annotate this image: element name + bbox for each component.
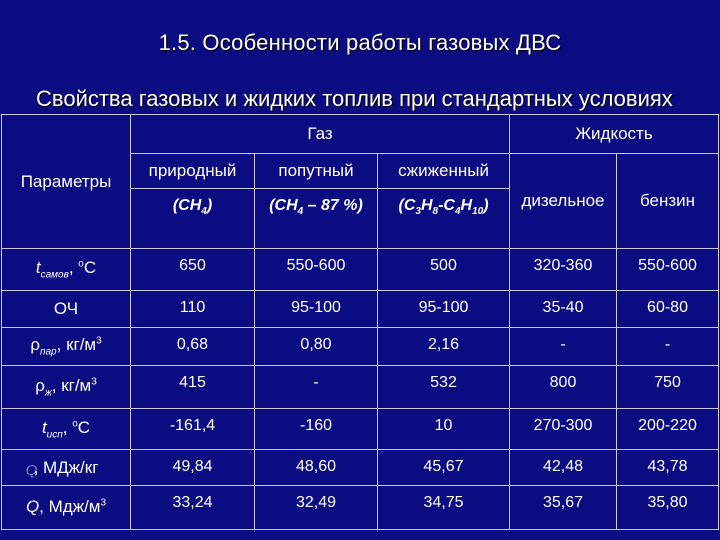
row-label-liquid-density: $\rho_ж$, $кг/м^3$ — [2, 366, 131, 409]
table-cell: 0,68 — [131, 327, 255, 366]
row-label-mass-heating-value: Q , МДж/кг — [2, 450, 131, 486]
table-cell: 0,80 — [255, 327, 378, 366]
header-diesel: дизельное — [510, 153, 617, 248]
header-liquid: Жидкость — [510, 115, 719, 154]
header-associated-gas: попутный — [255, 153, 378, 189]
table-cell: 500 — [378, 249, 510, 291]
table-cell: 320-360 — [510, 249, 617, 291]
table-cell: 48,60 — [255, 450, 378, 486]
header-parameters: Параметры — [2, 115, 131, 249]
header-gasoline: бензин — [617, 153, 719, 248]
table-row — [2, 249, 719, 291]
row-label-octane: ОЧ — [2, 291, 131, 328]
table-cell: 95-100 — [378, 291, 510, 328]
table-cell: 42,48 — [510, 450, 617, 486]
table-row — [2, 450, 719, 486]
table-cell: 35,67 — [510, 485, 617, 529]
table-cell: - — [510, 327, 617, 366]
table-cell: 110 — [131, 291, 255, 328]
table-cell: 200-220 — [617, 409, 719, 450]
table-row — [2, 291, 719, 328]
header-natural-gas: природный — [131, 153, 255, 189]
fuel-properties-table — [1, 114, 719, 530]
row-label-volume-heating-value: Q, Мдж/$м^3$ — [2, 485, 131, 529]
row-label-vapor-density: $\rho_{пар}$, $кг/м^3$ — [2, 327, 131, 366]
formula-liquefied: $(C_3H_8-C_4H_{10})$ — [378, 189, 510, 249]
table-cell: - — [255, 366, 378, 409]
table-row — [2, 366, 719, 409]
table-cell: 43,78 — [617, 450, 719, 486]
table-cell: 49,84 — [131, 450, 255, 486]
row-label-boiling-temp: $t_{исп}$, $^о$С — [2, 409, 131, 450]
table-cell: 270-300 — [510, 409, 617, 450]
table-cell: - — [617, 327, 719, 366]
table-cell: 532 — [378, 366, 510, 409]
table-cell: -160 — [255, 409, 378, 450]
table-cell: 35-40 — [510, 291, 617, 328]
table-cell: 45,67 — [378, 450, 510, 486]
table-cell: 95-100 — [255, 291, 378, 328]
table-cell: 415 — [131, 366, 255, 409]
table-cell: 550-600 — [255, 249, 378, 291]
table-cell: 34,75 — [378, 485, 510, 529]
table-cell: 33,24 — [131, 485, 255, 529]
table-cell: 650 — [131, 249, 255, 291]
header-gas: Газ — [131, 115, 510, 154]
table-cell: 550-600 — [617, 249, 719, 291]
table-cell: 60-80 — [617, 291, 719, 328]
table-cell: 750 — [617, 366, 719, 409]
slide-title: 1.5. Особенности работы газовых ДВС — [158, 30, 562, 55]
table-row — [2, 327, 719, 366]
table-cell: 10 — [378, 409, 510, 450]
table-cell: 800 — [510, 366, 617, 409]
table-row — [2, 409, 719, 450]
row-label-autoignition-temp: $t_{самов}$, $^о$С — [2, 249, 131, 291]
table-cell: 35,80 — [617, 485, 719, 529]
slide-subtitle: Свойства газовых и жидких топлив при стандартных условиях — [36, 86, 673, 111]
formula-natural: $(CH_4)$ — [131, 189, 255, 249]
formula-associated: ($CH_4 - 87$ %) — [255, 189, 378, 249]
table-cell: -161,4 — [131, 409, 255, 450]
table-cell: 32,49 — [255, 485, 378, 529]
header-liquefied-gas: сжиженный — [378, 153, 510, 189]
table-cell: 2,16 — [378, 327, 510, 366]
table-row — [2, 485, 719, 529]
